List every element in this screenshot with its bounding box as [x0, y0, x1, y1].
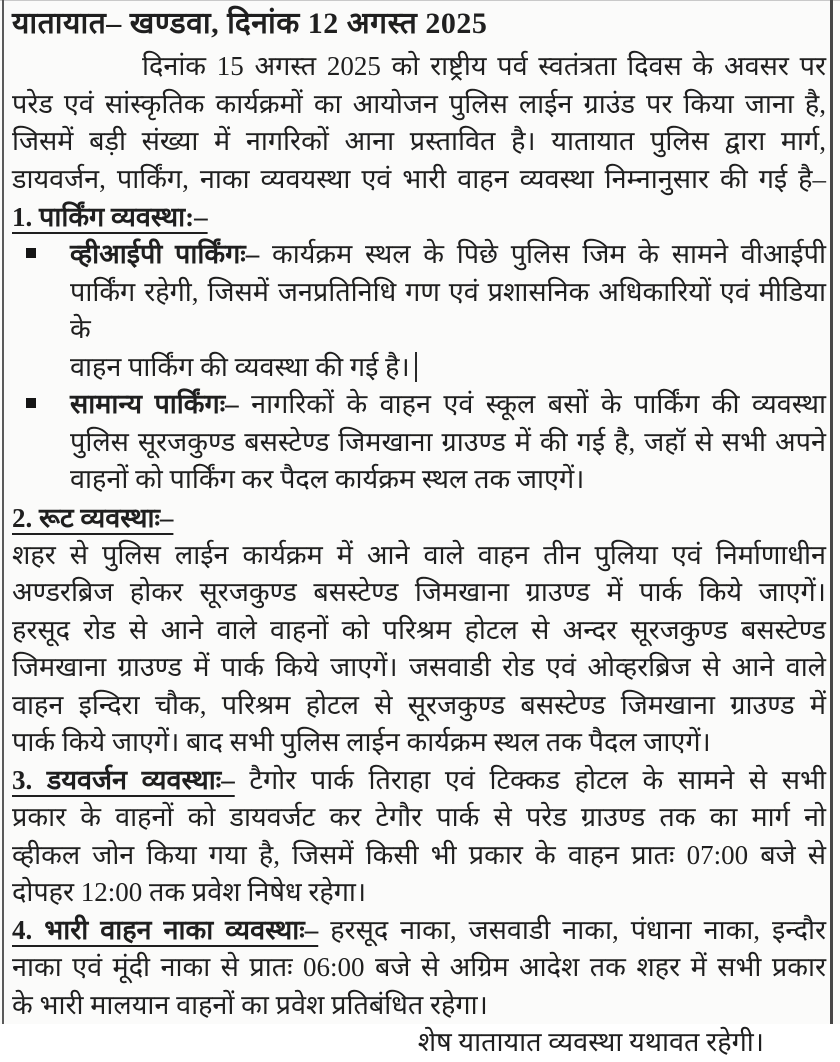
- intro-line: दिनांक 15 अगस्त 2025 को राष्ट्रीय पर्व स्वतंत्रता दिवस के अवसर पर: [142, 51, 826, 81]
- bullet-line: पुलिस सूरजकुण्ड बसस्टेण्ड जिमखाना ग्राउण्ड में की गई है, जहॉ से सभी अपने: [70, 426, 826, 457]
- route-line: अण्डरब्रिज होकर सूरजकुण्ड बसस्टेण्ड जिमखाना ग्राउण्ड में पार्क किये जाएगें।: [12, 577, 826, 607]
- document-title: यातायात– खण्डवा, दिनांक 12 अगस्त 2025: [12, 7, 488, 40]
- left-edge-line: [2, 0, 4, 1024]
- general-parking-label: सामान्य पार्किंगः–: [70, 389, 239, 419]
- heavy-vehicle-text: हरसूद नाका, जसवाडी नाका, पंधाना नाका, इन्दौर: [330, 914, 826, 945]
- bullet-text: नागरिकों के वाहन एवं स्कूल बसों के पार्किंग की व्यवस्था: [251, 389, 826, 419]
- bullet-line: [70, 349, 826, 387]
- intro-line: जिसमें बड़ी संख्या में नागरिकों आना प्रस्तावित है। यातायात पुलिस द्वारा मार्ग,: [12, 126, 826, 156]
- route-section-heading: [12, 499, 826, 537]
- bullet-line: [70, 386, 826, 424]
- general-parking-bullet: [12, 386, 826, 499]
- route-line: हरसूद रोड से आने वाले वाहनों को परिश्रम होटल से अन्दर सूरजकुण्ड बसस्टेण्ड: [12, 614, 826, 645]
- intro-paragraph: [12, 48, 826, 198]
- vip-parking-bullet: [12, 236, 826, 386]
- route-paragraph: [12, 537, 826, 762]
- parking-section-heading-text: 1. पार्किंग व्यवस्था:–: [12, 202, 208, 232]
- diversion-paragraph: [12, 762, 826, 912]
- route-line: जिमखाना ग्राउण्ड में पार्क किये जाएगें। जसवाडी रोड एवं ओव्हरब्रिज से आने वाले: [12, 652, 826, 682]
- diversion-section-heading-text: 3. डयवर्जन व्यवस्थाः–: [12, 764, 235, 795]
- heavy-vehicle-line: नाका एवं मूंदी नाका से प्रातः 06:00 बजे से अग्रिम आदेश तक शहर में सभी प्रकार: [12, 952, 826, 982]
- diversion-line: [12, 762, 826, 800]
- bullet-text: कार्यक्रम स्थल के पिछे पुलिस जिम के सामने वीआईपी: [272, 239, 826, 269]
- closing-line: शेष यातायात व्यवस्था यथावत रहेगी।: [417, 1027, 764, 1057]
- bullet-text: वाहन पार्किंग की व्यवस्था की गई है।: [70, 351, 410, 382]
- diversion-line: दोपहर 12:00 तक प्रवेश निषेध रहेगा।: [12, 877, 367, 907]
- text-cursor: [415, 352, 417, 382]
- general-parking-bullet-body: [70, 386, 826, 499]
- top-edge-line: [0, 0, 840, 1]
- intro-line: परेड एवं सांस्कृतिक कार्यक्रमों का आयोजन पुलिस लाईन ग्राउंड पर किया जाना है,: [12, 88, 826, 119]
- diversion-line: प्रकार के वाहनों को डायवर्जट कर टेगौर पार्क से परेड ग्राउण्ड तक का मार्ग नो: [12, 802, 826, 832]
- diversion-line: व्हीकल जोन किया गया है, जिसमें किसी भी प्रकार के वाहन प्रातः 07:00 बजे से: [12, 839, 827, 870]
- bullet-line: वाहनों को पार्किंग कर पैदल कार्यक्रम स्थल तक जाएगें।: [70, 464, 585, 494]
- heavy-vehicle-paragraph: [12, 912, 826, 1025]
- heavy-vehicle-section-heading-text: 4. भारी वाहन नाका व्यवस्थाः–: [12, 914, 319, 945]
- right-edge-line: [830, 0, 833, 1024]
- route-section-heading-text: 2. रूट व्यवस्थाः–: [12, 502, 174, 533]
- bullet-square-icon: [26, 398, 36, 408]
- bullet-square-icon: [26, 248, 36, 258]
- route-line: वाहन इन्दिरा चौक, परिश्रम होटल से सूरजकुण्ड बसस्टेण्ड जिमखाना ग्राउण्ड में: [12, 689, 826, 720]
- route-line: पार्क किये जाएगें। बाद सभी पुलिस लाईन कार्यक्रम स्थल तक पैदल जाएगें।: [12, 727, 711, 757]
- bullet-line: [70, 236, 826, 274]
- vip-parking-bullet-body: [70, 236, 826, 386]
- parking-section-heading: [12, 198, 826, 236]
- heavy-vehicle-line: के भारी मालयान वाहनों का प्रवेश प्रतिबंधित रहेगा।: [12, 989, 488, 1020]
- route-line: शहर से पुलिस लाईन कार्यक्रम में आने वाले वाहन तीन पुलिया एवं निर्माणाधीन: [12, 539, 826, 570]
- heavy-vehicle-line: [12, 912, 826, 950]
- diversion-text: टैगोर पार्क तिराहा एवं टिक्कड होटल के सामने से सभी: [249, 764, 827, 795]
- bullet-line: पार्किंग रहेगी, जिसमें जनप्रतिनिधि गण एवं प्रशासनिक अधिकारियों एवं मीडिया के: [70, 276, 826, 344]
- intro-line: डायवर्जन, पार्किंग, नाका व्यवयस्था एवं भारी वाहन व्यवस्था निम्नानुसार की गई है–: [12, 163, 826, 194]
- vip-parking-label: व्हीआईपी पार्किंगः–: [70, 239, 260, 269]
